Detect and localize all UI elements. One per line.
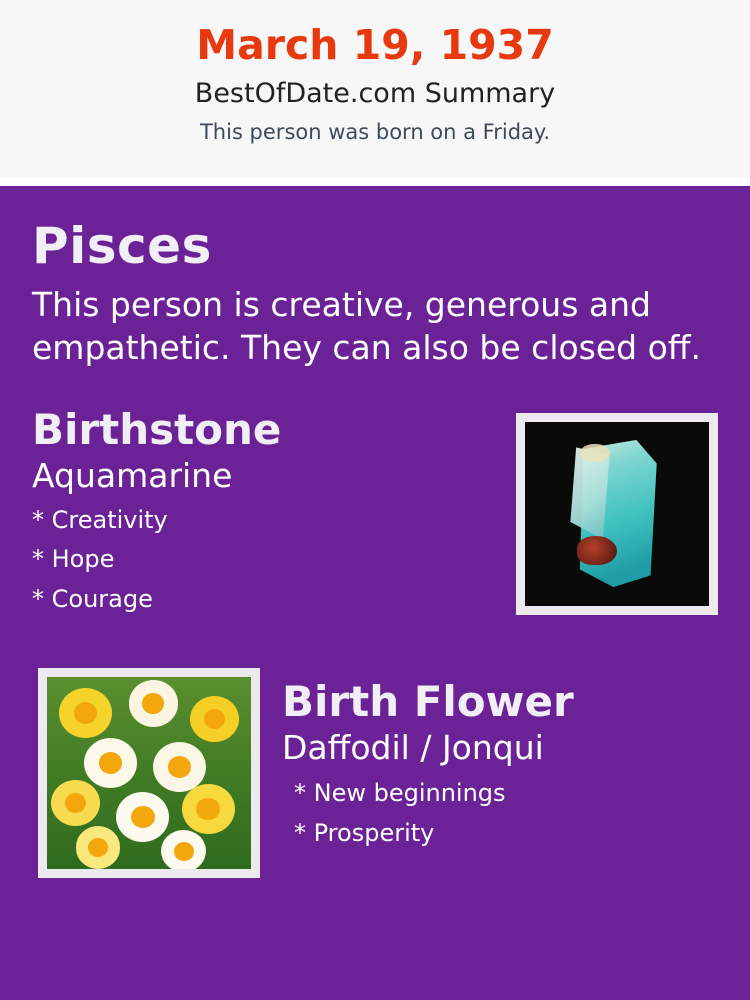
birthstone-trait: * Hope (32, 545, 115, 574)
flower-bloom (129, 680, 178, 726)
flower-bloom (76, 826, 121, 868)
flower-bloom (190, 696, 239, 742)
flower-bloom (84, 738, 137, 788)
birth-flower-trait: * Prosperity (294, 819, 435, 848)
birth-flower-heading: Birth Flower (282, 676, 574, 726)
daffodil-field-photo (38, 668, 260, 878)
flower-bloom (51, 780, 100, 826)
birthstone-name: Aquamarine (32, 455, 233, 495)
crystal-inclusion (577, 536, 617, 565)
flower-bloom (59, 688, 112, 738)
zodiac-description: This person is creative, generous and empathetic. They can also be closed off. (32, 284, 702, 368)
birthstone-trait: * Creativity (32, 505, 168, 534)
birth-flower-text (282, 668, 718, 847)
birth-flower-section (32, 668, 718, 883)
flower-bloom (153, 742, 206, 792)
header-divider (0, 178, 750, 186)
page-title-date: March 19, 1937 (196, 21, 554, 69)
header (0, 0, 750, 178)
daffodil-photo-inner (47, 677, 251, 869)
flower-bloom (161, 830, 206, 868)
birth-flower-trait: * New beginnings (294, 778, 506, 807)
zodiac-sign-title: Pisces (32, 217, 212, 275)
born-day-text: This person was born on a Friday. (199, 119, 551, 144)
crystal-highlight (580, 444, 609, 462)
birthstone-trait: * Courage (32, 584, 153, 613)
flower-bloom (182, 784, 235, 834)
birthstone-heading: Birthstone (32, 404, 282, 454)
birthstone-section (32, 404, 718, 648)
birth-flower-name: Daffodil / Jonqui (282, 727, 544, 767)
flower-bloom (116, 792, 169, 842)
details-panel (0, 186, 750, 1000)
crystal-secondary-shape (562, 447, 610, 543)
site-summary-label: BestOfDate.com Summary (194, 78, 556, 110)
aquamarine-crystal-photo (516, 413, 718, 615)
aquamarine-photo-inner (525, 422, 709, 606)
